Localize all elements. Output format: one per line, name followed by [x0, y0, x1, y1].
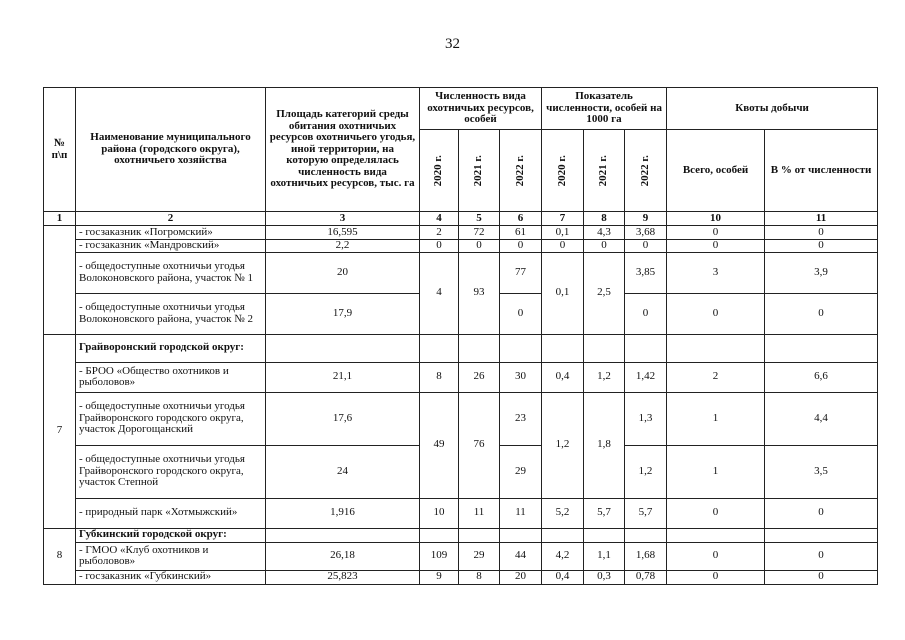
quota-total: 1 — [667, 445, 765, 498]
density-2020: 4,2 — [542, 542, 584, 570]
row-area: 20 — [266, 252, 420, 293]
count-2021: 11 — [459, 498, 500, 528]
index-cell: 3 — [266, 212, 420, 226]
count-2022: 11 — [500, 498, 542, 528]
row-name: - госзаказник «Губкинский» — [76, 570, 266, 584]
row-area: 17,6 — [266, 392, 420, 445]
row-number: 7 — [44, 334, 76, 528]
row-name: - госзаказник «Мандровский» — [76, 240, 266, 253]
row-name: - БРОО «Общество охотников и рыболовов» — [76, 362, 266, 392]
count-2022: 0 — [500, 293, 542, 334]
count-2021-merged: 76 — [459, 392, 500, 498]
density-2020: 0,4 — [542, 570, 584, 584]
row-area: 21,1 — [266, 362, 420, 392]
quota-total: 0 — [667, 570, 765, 584]
count-2021: 0 — [459, 240, 500, 253]
header-density-2021: 2021 г. — [584, 130, 625, 212]
density-2021: 1,2 — [584, 362, 625, 392]
density-2021: 1,1 — [584, 542, 625, 570]
count-2021: 72 — [459, 226, 500, 240]
quota-percent: 0 — [765, 542, 878, 570]
quota-total: 2 — [667, 362, 765, 392]
count-2022: 0 — [500, 240, 542, 253]
index-cell: 2 — [76, 212, 266, 226]
row-area: 26,18 — [266, 542, 420, 570]
density-2021: 0 — [584, 240, 625, 253]
index-cell: 9 — [625, 212, 667, 226]
table-row — [44, 240, 878, 253]
count-2020: 9 — [420, 570, 459, 584]
group-header-row — [44, 334, 878, 362]
density-2022: 3,68 — [625, 226, 667, 240]
header-count-2021: 2021 г. — [459, 130, 500, 212]
index-cell: 7 — [542, 212, 584, 226]
hunting-resources-table — [43, 87, 878, 585]
density-2021: 4,3 — [584, 226, 625, 240]
quota-percent: 0 — [765, 226, 878, 240]
density-2020: 5,2 — [542, 498, 584, 528]
quota-percent: 0 — [765, 498, 878, 528]
column-index-row — [44, 212, 878, 226]
header-quota-percent: В % от численности — [765, 130, 878, 212]
density-2022: 0 — [625, 293, 667, 334]
row-name: - общедоступные охотничьи угодья Волоконовского района, участок № 1 — [76, 252, 266, 293]
header-quota-group: Квоты добычи — [667, 88, 878, 130]
count-2021: 8 — [459, 570, 500, 584]
table-row — [44, 362, 878, 392]
quota-total: 0 — [667, 240, 765, 253]
header-count-2020: 2020 г. — [420, 130, 459, 212]
index-cell: 6 — [500, 212, 542, 226]
header-density-group: Показатель численности, особей на 1000 га — [542, 88, 667, 130]
density-2020: 0,1 — [542, 226, 584, 240]
quota-percent: 0 — [765, 293, 878, 334]
index-cell: 5 — [459, 212, 500, 226]
row-name: - общедоступные охотничьи угодья Волоконовского района, участок № 2 — [76, 293, 266, 334]
count-2022: 23 — [500, 392, 542, 445]
table-row — [44, 498, 878, 528]
header-density-2022: 2022 г. — [625, 130, 667, 212]
table-row — [44, 392, 878, 445]
count-2021: 29 — [459, 542, 500, 570]
row-number: 8 — [44, 528, 76, 584]
quota-total: 0 — [667, 498, 765, 528]
group-title: Губкинский городской округ: — [76, 528, 266, 542]
quota-percent: 6,6 — [765, 362, 878, 392]
count-2020-merged: 4 — [420, 252, 459, 334]
page-number: 32 — [445, 36, 460, 52]
quota-percent: 3,9 — [765, 252, 878, 293]
quota-total: 0 — [667, 542, 765, 570]
count-2020: 8 — [420, 362, 459, 392]
header-count-2022: 2022 г. — [500, 130, 542, 212]
row-area: 17,9 — [266, 293, 420, 334]
header-count-group: Численность вида охотничьих ресурсов, особей — [420, 88, 542, 130]
index-cell: 4 — [420, 212, 459, 226]
row-name: - общедоступные охотничьи угодья Грайворонского городского округа, участок Степной — [76, 445, 266, 498]
group-title: Грайворонский городской округ: — [76, 334, 266, 362]
density-2021-merged: 2,5 — [584, 252, 625, 334]
header-density-2020: 2020 г. — [542, 130, 584, 212]
density-2022: 1,3 — [625, 392, 667, 445]
density-2022: 1,68 — [625, 542, 667, 570]
row-area: 16,595 — [266, 226, 420, 240]
density-2022: 3,85 — [625, 252, 667, 293]
density-2020-merged: 0,1 — [542, 252, 584, 334]
row-area: 25,823 — [266, 570, 420, 584]
row-name: - природный парк «Хотмыжский» — [76, 498, 266, 528]
count-2022: 61 — [500, 226, 542, 240]
count-2022: 44 — [500, 542, 542, 570]
header-area: Площадь категорий среды обитания охотничьих ресурсов охотничьего угодья, иной территории, на которую определялась численность вида охотничьих ресурсов, тыс. га — [266, 88, 420, 212]
density-2021: 5,7 — [584, 498, 625, 528]
count-2022: 29 — [500, 445, 542, 498]
count-2020: 109 — [420, 542, 459, 570]
count-2022: 30 — [500, 362, 542, 392]
quota-percent: 0 — [765, 240, 878, 253]
count-2020-merged: 49 — [420, 392, 459, 498]
count-2020: 10 — [420, 498, 459, 528]
row-name: - общедоступные охотничьи угодья Грайворонского городского округа, участок Дорогощанский — [76, 392, 266, 445]
quota-total: 1 — [667, 392, 765, 445]
table-row — [44, 252, 878, 293]
quota-total: 0 — [667, 226, 765, 240]
density-2022: 0 — [625, 240, 667, 253]
count-2020: 2 — [420, 226, 459, 240]
index-cell: 10 — [667, 212, 765, 226]
density-2022: 1,42 — [625, 362, 667, 392]
header-name: Наименование муниципального района (городского округа), охотничьего хозяйства — [76, 88, 266, 212]
index-cell: 1 — [44, 212, 76, 226]
density-2021-merged: 1,8 — [584, 392, 625, 498]
density-2022: 1,2 — [625, 445, 667, 498]
row-name: - ГМОО «Клуб охотников и рыболовов» — [76, 542, 266, 570]
quota-percent: 0 — [765, 570, 878, 584]
table-row — [44, 570, 878, 584]
quota-total: 3 — [667, 252, 765, 293]
row-area: 24 — [266, 445, 420, 498]
quota-percent: 3,5 — [765, 445, 878, 498]
density-2022: 0,78 — [625, 570, 667, 584]
row-number-empty — [44, 226, 76, 335]
density-2020: 0,4 — [542, 362, 584, 392]
group-header-row — [44, 528, 878, 542]
table-row — [44, 542, 878, 570]
count-2022: 20 — [500, 570, 542, 584]
header-quota-total: Всего, особей — [667, 130, 765, 212]
density-2020-merged: 1,2 — [542, 392, 584, 498]
row-name: - госзаказник «Погромский» — [76, 226, 266, 240]
density-2020: 0 — [542, 240, 584, 253]
count-2021-merged: 93 — [459, 252, 500, 334]
quota-total: 0 — [667, 293, 765, 334]
density-2022: 5,7 — [625, 498, 667, 528]
count-2020: 0 — [420, 240, 459, 253]
header-number: № п\п — [44, 88, 76, 212]
index-cell: 8 — [584, 212, 625, 226]
count-2022: 77 — [500, 252, 542, 293]
row-area: 1,916 — [266, 498, 420, 528]
row-area: 2,2 — [266, 240, 420, 253]
count-2021: 26 — [459, 362, 500, 392]
density-2021: 0,3 — [584, 570, 625, 584]
quota-percent: 4,4 — [765, 392, 878, 445]
table-row — [44, 226, 878, 240]
index-cell: 11 — [765, 212, 878, 226]
